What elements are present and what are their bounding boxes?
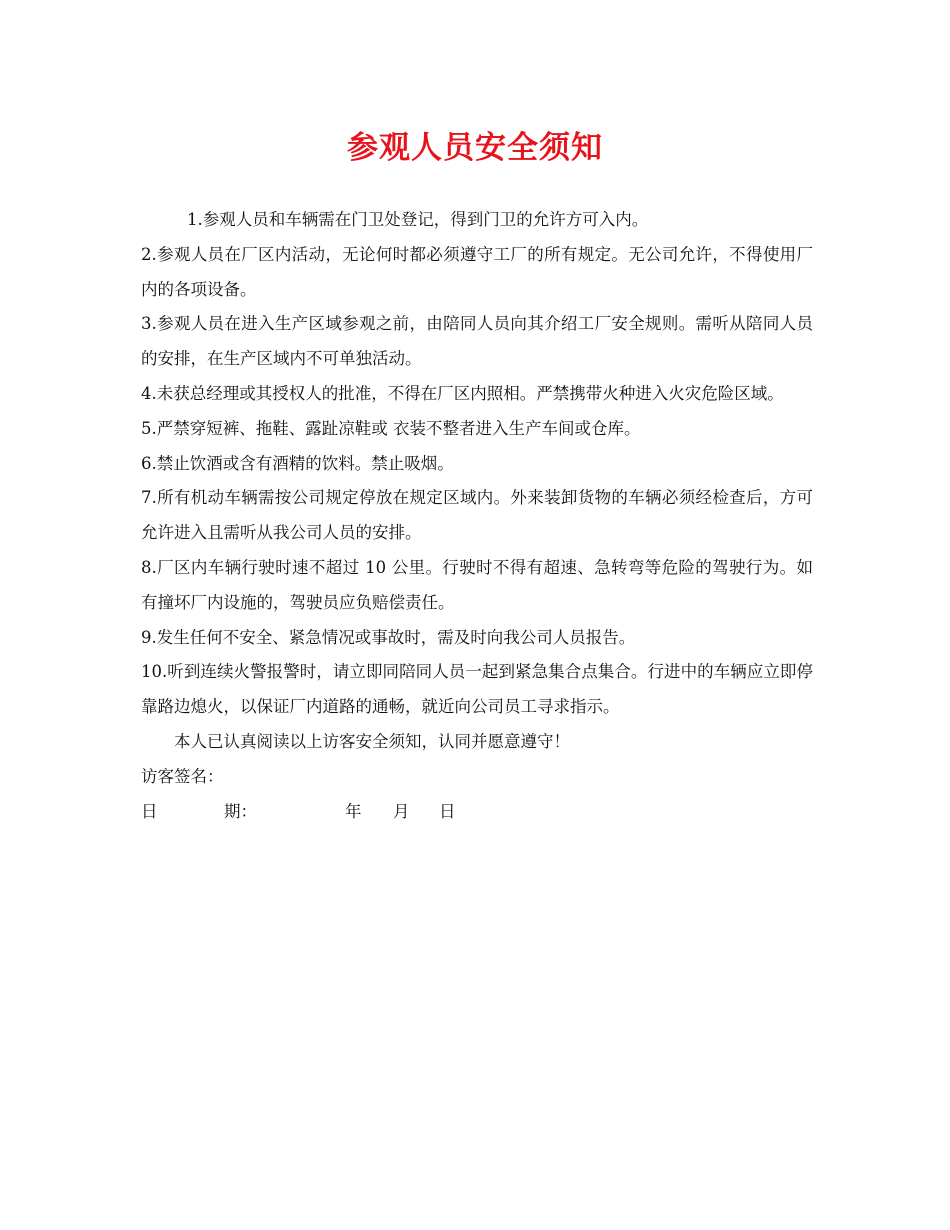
date-day-char: 日 [141,801,158,821]
rule-item-10: 10.听到连续火警报警时，请立即同陪同人员一起到紧急集合点集合。行进中的车辆应立即停靠路边熄火，以保证厂内道路的通畅，就近向公司员工寻求指示。 [141,662,813,717]
rule-item-3: 3.参观人员在进入生产区域参观之前，由陪同人员向其介绍工厂安全规则。需听从陪同人员的安排，在生产区域内不可单独活动。 [141,314,813,369]
date-period-label: 期： [224,801,257,821]
document-title: 参观人员安全须知 [347,130,603,166]
rule-item-8: 8.厂区内车辆行驶时速不超过 10 公里。行驶时不得有超速、急转弯等危险的驾驶行为。如有撞坏厂内设施的，驾驶员应负赔偿责任。 [141,557,813,612]
rule-item-6: 6.禁止饮酒或含有酒精的饮料。禁止吸烟。 [141,453,454,473]
signature-label: 访客签名： [141,766,224,786]
rule-item-4: 4.未获总经理或其授权人的批准，不得在厂区内照相。严禁携带火种进入火灾危险区域。 [141,383,784,403]
document-body [141,203,813,829]
rule-item-2: 2.参观人员在厂区内活动，无论何时都必须遵守工厂的所有规定。无公司允许，不得使用厂内的各项设备。 [141,244,813,299]
declaration-text: 本人已认真阅读以上访客安全须知，认同并愿意遵守！ [174,731,570,751]
rule-item-7: 7.所有机动车辆需按公司规定停放在规定区域内。外来装卸货物的车辆必须经检查后，方可允许进入且需听从我公司人员的安排。 [141,488,813,543]
date-day-label: 日 [439,801,456,821]
rule-item-9: 9.发生任何不安全、紧急情况或事故时，需及时向我公司人员报告。 [141,627,636,647]
date-year-label: 年 [345,801,362,821]
date-month-label: 月 [393,801,410,821]
rule-item-5: 5.严禁穿短裤、拖鞋、露趾凉鞋或 衣装不整者进入生产车间或仓库。 [141,418,641,438]
date-line [141,795,813,830]
rule-item-1: 1.参观人员和车辆需在门卫处登记，得到门卫的允许方可入内。 [187,210,649,229]
